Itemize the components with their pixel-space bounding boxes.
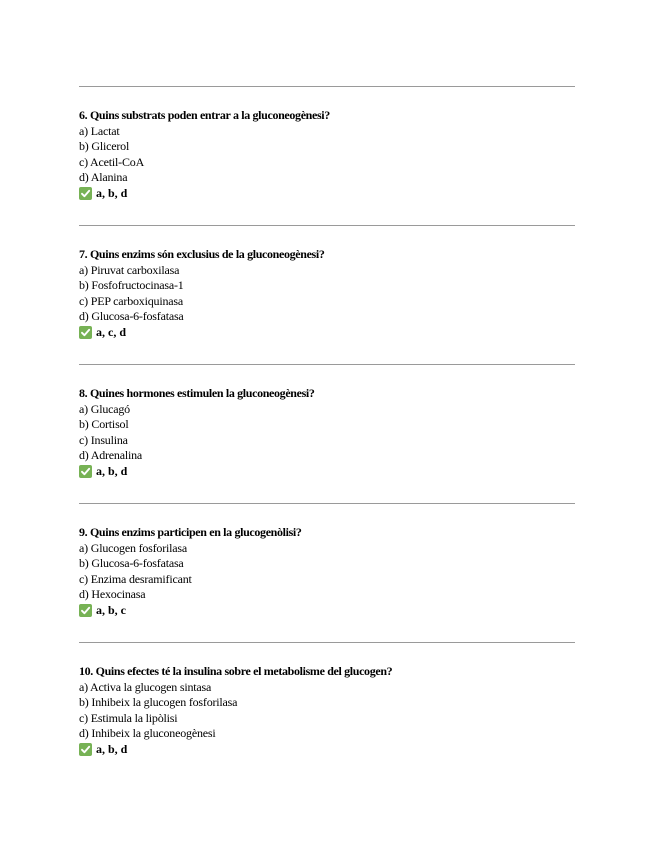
answer-line — [79, 603, 579, 619]
answer-text: a, b, d — [96, 463, 128, 478]
answer-text: a, c, d — [96, 324, 126, 339]
option-c: c) PEP carboxiquinasa — [79, 293, 183, 308]
option-d: d) Glucosa-6-fosfatasa — [79, 309, 184, 323]
option-b: b) Fosfofructocinasa-1 — [79, 278, 184, 292]
answer-line — [79, 325, 579, 341]
divider — [79, 225, 575, 226]
question-8 — [79, 386, 579, 479]
option-d: d) Hexocinasa — [79, 587, 146, 601]
option-d: d) Inhibeix la gluconeogènesi — [79, 726, 216, 740]
question-title: 8. Quines hormones estimulen la gluconeogènesi? — [79, 386, 315, 400]
option-c: c) Estimula la lipòlisi — [79, 710, 178, 725]
option-d: d) Alanina — [79, 170, 128, 184]
question-title: 7. Quins enzims són exclusius de la gluconeogènesi? — [79, 247, 325, 261]
option-a: a) Lactat — [79, 123, 120, 138]
question-10 — [79, 664, 579, 757]
option-a: a) Glucagó — [79, 401, 130, 416]
option-d: d) Adrenalina — [79, 448, 143, 462]
divider — [79, 642, 575, 643]
answer-line — [79, 464, 579, 480]
option-b: b) Glucosa-6-fosfatasa — [79, 556, 184, 570]
question-title: 9. Quins enzims participen en la glucogenòlisi? — [79, 525, 302, 539]
answer-line — [79, 742, 579, 758]
option-c: c) Enzima desramificant — [79, 571, 192, 586]
answer-text: a, b, c — [96, 602, 126, 617]
divider — [79, 86, 575, 87]
check-mark-icon — [79, 604, 92, 617]
answer-text: a, b, d — [96, 741, 128, 756]
option-a: a) Glucogen fosforilasa — [79, 540, 188, 555]
option-a: a) Activa la glucogen sintasa — [79, 679, 212, 694]
answer-text: a, b, d — [96, 185, 128, 200]
divider — [79, 364, 575, 365]
check-mark-icon — [79, 326, 92, 339]
option-b: b) Cortisol — [79, 417, 129, 431]
question-9 — [79, 525, 579, 618]
option-a: a) Piruvat carboxilasa — [79, 262, 180, 277]
question-title: 10. Quins efectes té la insulina sobre el metabolisme del glucogen? — [79, 664, 393, 678]
answer-line — [79, 186, 579, 202]
question-7 — [79, 247, 579, 340]
option-c: c) Acetil-CoA — [79, 154, 145, 169]
check-mark-icon — [79, 187, 92, 200]
option-c: c) Insulina — [79, 432, 128, 447]
option-b: b) Inhibeix la glucogen fosforilasa — [79, 695, 238, 709]
check-mark-icon — [79, 465, 92, 478]
divider — [79, 503, 575, 504]
question-6 — [79, 108, 579, 201]
option-b: b) Glicerol — [79, 139, 130, 153]
question-title: 6. Quins substrats poden entrar a la gluconeogènesi? — [79, 108, 330, 122]
check-mark-icon — [79, 743, 92, 756]
